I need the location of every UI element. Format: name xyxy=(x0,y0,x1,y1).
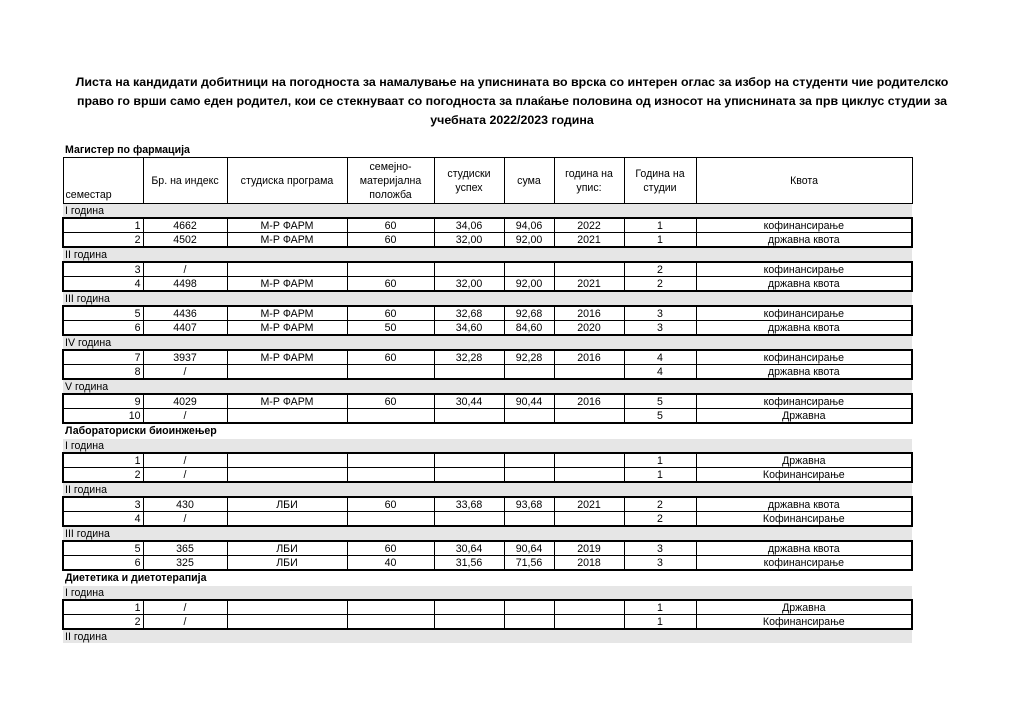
cell-sum: 90,64 xyxy=(504,541,554,556)
cell-success: 32,00 xyxy=(434,277,504,292)
cell-success: 30,44 xyxy=(434,394,504,409)
header-year: година на упис: xyxy=(554,158,624,204)
cell-program xyxy=(227,600,347,615)
table-row xyxy=(63,615,912,630)
cell-year: 2021 xyxy=(554,497,624,512)
table-row xyxy=(63,468,912,483)
table-row xyxy=(63,321,912,336)
cell-quota: Државна xyxy=(696,600,912,615)
cell-study-year: 3 xyxy=(624,306,696,321)
cell-family xyxy=(347,453,434,468)
cell-number: 8 xyxy=(63,365,143,380)
cell-quota: државна квота xyxy=(696,365,912,380)
cell-study-year: 1 xyxy=(624,233,696,248)
cell-index: 4029 xyxy=(143,394,227,409)
cell-family: 60 xyxy=(347,350,434,365)
cell-success: 32,68 xyxy=(434,306,504,321)
cell-family xyxy=(347,365,434,380)
cell-quota: кофинансирање xyxy=(696,556,912,571)
cell-program: М-Р ФАРМ xyxy=(227,321,347,336)
cell-family xyxy=(347,512,434,527)
cell-program: ЛБИ xyxy=(227,497,347,512)
table-header-row xyxy=(63,158,912,204)
cell-index: / xyxy=(143,365,227,380)
cell-year xyxy=(554,409,624,424)
cell-quota: кофинансирање xyxy=(696,306,912,321)
cell-family: 60 xyxy=(347,233,434,248)
cell-family: 60 xyxy=(347,497,434,512)
cell-study-year: 4 xyxy=(624,365,696,380)
header-sum: сума xyxy=(504,158,554,204)
header-success: студиски успех xyxy=(434,158,504,204)
cell-program: М-Р ФАРМ xyxy=(227,306,347,321)
cell-number: 10 xyxy=(63,409,143,424)
cell-number: 3 xyxy=(63,262,143,277)
cell-year: 2021 xyxy=(554,277,624,292)
table-row xyxy=(63,350,912,365)
cell-sum xyxy=(504,262,554,277)
year-label: III година xyxy=(63,291,912,306)
table-row xyxy=(63,365,912,380)
cell-number: 4 xyxy=(63,512,143,527)
year-group-heading xyxy=(63,439,912,454)
cell-success xyxy=(434,600,504,615)
cell-program xyxy=(227,262,347,277)
table-row xyxy=(63,262,912,277)
year-group-heading xyxy=(63,526,912,541)
section-name: Диететика и диетотерапија xyxy=(63,570,912,586)
cell-year xyxy=(554,262,624,277)
year-label: I година xyxy=(63,204,912,219)
cell-number: 1 xyxy=(63,600,143,615)
cell-quota: државна квота xyxy=(696,321,912,336)
year-label: II година xyxy=(63,482,912,497)
cell-study-year: 1 xyxy=(624,453,696,468)
cell-study-year: 4 xyxy=(624,350,696,365)
cell-success: 30,64 xyxy=(434,541,504,556)
table-row xyxy=(63,512,912,527)
cell-program xyxy=(227,512,347,527)
cell-year xyxy=(554,512,624,527)
section-heading xyxy=(63,143,912,158)
cell-quota: кофинансирање xyxy=(696,394,912,409)
cell-success xyxy=(434,615,504,630)
year-group-heading xyxy=(63,335,912,350)
table-row xyxy=(63,306,912,321)
cell-study-year: 5 xyxy=(624,394,696,409)
cell-family: 60 xyxy=(347,541,434,556)
cell-success xyxy=(434,453,504,468)
cell-program xyxy=(227,615,347,630)
cell-sum xyxy=(504,615,554,630)
cell-quota: државна квота xyxy=(696,233,912,248)
cell-family xyxy=(347,600,434,615)
table-row xyxy=(63,277,912,292)
cell-sum: 92,00 xyxy=(504,233,554,248)
cell-index: 4407 xyxy=(143,321,227,336)
cell-family xyxy=(347,262,434,277)
cell-study-year: 2 xyxy=(624,512,696,527)
cell-index: 4662 xyxy=(143,218,227,233)
cell-study-year: 3 xyxy=(624,541,696,556)
cell-index: / xyxy=(143,468,227,483)
year-label: II година xyxy=(63,629,912,643)
table-row xyxy=(63,218,912,233)
year-group-heading xyxy=(63,291,912,306)
cell-number: 2 xyxy=(63,233,143,248)
year-label: I година xyxy=(63,439,912,454)
table-row xyxy=(63,394,912,409)
year-group-heading xyxy=(63,247,912,262)
cell-quota: државна квота xyxy=(696,541,912,556)
cell-sum: 93,68 xyxy=(504,497,554,512)
year-label: V година xyxy=(63,379,912,394)
cell-program: М-Р ФАРМ xyxy=(227,277,347,292)
table-body xyxy=(63,143,912,643)
cell-year: 2020 xyxy=(554,321,624,336)
document-title: Листа на кандидати добитници на погодноста за намалување на уписнината во врска со интерен оглас за избор на студенти чие родителско право го врши само еден родител, кои се стекнуваат со погодноста за плаќање половина од износот на уписнината за прв циклус студии за учебната 2022/2023 година xyxy=(75,75,949,127)
cell-family: 60 xyxy=(347,394,434,409)
section-heading xyxy=(63,570,912,586)
cell-number: 6 xyxy=(63,321,143,336)
section-name: Магистер по фармација xyxy=(63,143,912,158)
cell-number: 5 xyxy=(63,306,143,321)
table-row xyxy=(63,453,912,468)
cell-program: М-Р ФАРМ xyxy=(227,233,347,248)
cell-quota: Државна xyxy=(696,453,912,468)
cell-number: 2 xyxy=(63,468,143,483)
cell-quota: кофинансирање xyxy=(696,350,912,365)
cell-index: / xyxy=(143,262,227,277)
cell-success xyxy=(434,468,504,483)
cell-program: ЛБИ xyxy=(227,541,347,556)
cell-index: 430 xyxy=(143,497,227,512)
cell-year xyxy=(554,453,624,468)
cell-year xyxy=(554,615,624,630)
table-row xyxy=(63,233,912,248)
cell-sum xyxy=(504,468,554,483)
cell-success: 31,56 xyxy=(434,556,504,571)
cell-success xyxy=(434,365,504,380)
year-group-heading xyxy=(63,482,912,497)
cell-index: 365 xyxy=(143,541,227,556)
cell-year: 2021 xyxy=(554,233,624,248)
cell-quota: кофинансирање xyxy=(696,218,912,233)
cell-study-year: 2 xyxy=(624,497,696,512)
cell-sum: 90,44 xyxy=(504,394,554,409)
cell-sum: 92,68 xyxy=(504,306,554,321)
cell-success xyxy=(434,262,504,277)
cell-quota: Кофинансирање xyxy=(696,512,912,527)
header-program: студиска програма xyxy=(227,158,347,204)
cell-sum xyxy=(504,409,554,424)
cell-index: / xyxy=(143,409,227,424)
cell-study-year: 1 xyxy=(624,600,696,615)
cell-sum: 92,28 xyxy=(504,350,554,365)
cell-sum xyxy=(504,600,554,615)
cell-study-year: 1 xyxy=(624,218,696,233)
header-family: семејно-материјална положба xyxy=(347,158,434,204)
cell-sum xyxy=(504,365,554,380)
candidates-table-wrapper xyxy=(62,143,911,643)
table-row xyxy=(63,556,912,571)
header-semester: семестар xyxy=(63,158,143,204)
year-label: II година xyxy=(63,247,912,262)
table-row xyxy=(63,497,912,512)
year-label: III година xyxy=(63,526,912,541)
cell-quota: Државна xyxy=(696,409,912,424)
cell-index: / xyxy=(143,453,227,468)
cell-program xyxy=(227,365,347,380)
cell-success xyxy=(434,409,504,424)
cell-program xyxy=(227,453,347,468)
year-label: I година xyxy=(63,586,912,601)
cell-number: 1 xyxy=(63,453,143,468)
cell-number: 1 xyxy=(63,218,143,233)
year-group-heading xyxy=(63,204,912,219)
cell-family: 60 xyxy=(347,277,434,292)
header-index: Бр. на индекс xyxy=(143,158,227,204)
cell-sum: 71,56 xyxy=(504,556,554,571)
year-label: IV година xyxy=(63,335,912,350)
cell-study-year: 3 xyxy=(624,556,696,571)
cell-family: 60 xyxy=(347,218,434,233)
cell-study-year: 3 xyxy=(624,321,696,336)
cell-year xyxy=(554,600,624,615)
cell-index: / xyxy=(143,512,227,527)
cell-quota: државна квота xyxy=(696,277,912,292)
header-quota: Квота xyxy=(696,158,912,204)
cell-sum: 94,06 xyxy=(504,218,554,233)
cell-sum xyxy=(504,512,554,527)
year-group-heading xyxy=(63,629,912,643)
header-study-year: Година на студии xyxy=(624,158,696,204)
cell-year: 2016 xyxy=(554,350,624,365)
cell-study-year: 2 xyxy=(624,262,696,277)
cell-family: 40 xyxy=(347,556,434,571)
cell-family xyxy=(347,615,434,630)
cell-success: 32,28 xyxy=(434,350,504,365)
cell-sum: 84,60 xyxy=(504,321,554,336)
cell-index: 4498 xyxy=(143,277,227,292)
cell-quota: државна квота xyxy=(696,497,912,512)
candidates-table xyxy=(62,143,913,643)
cell-sum xyxy=(504,453,554,468)
cell-year: 2016 xyxy=(554,394,624,409)
cell-quota: Кофинансирање xyxy=(696,468,912,483)
cell-success: 34,60 xyxy=(434,321,504,336)
cell-family xyxy=(347,468,434,483)
cell-family: 50 xyxy=(347,321,434,336)
year-group-heading xyxy=(63,379,912,394)
cell-success: 32,00 xyxy=(434,233,504,248)
cell-number: 7 xyxy=(63,350,143,365)
cell-program: М-Р ФАРМ xyxy=(227,218,347,233)
cell-family xyxy=(347,409,434,424)
cell-quota: кофинансирање xyxy=(696,262,912,277)
cell-number: 5 xyxy=(63,541,143,556)
cell-program: М-Р ФАРМ xyxy=(227,350,347,365)
cell-study-year: 1 xyxy=(624,468,696,483)
cell-success: 33,68 xyxy=(434,497,504,512)
cell-year: 2016 xyxy=(554,306,624,321)
cell-program xyxy=(227,468,347,483)
cell-number: 2 xyxy=(63,615,143,630)
cell-number: 6 xyxy=(63,556,143,571)
cell-index: 4436 xyxy=(143,306,227,321)
year-group-heading xyxy=(63,586,912,601)
cell-index: 325 xyxy=(143,556,227,571)
cell-index: 3937 xyxy=(143,350,227,365)
cell-year: 2019 xyxy=(554,541,624,556)
cell-index: 4502 xyxy=(143,233,227,248)
cell-program xyxy=(227,409,347,424)
cell-year xyxy=(554,468,624,483)
table-row xyxy=(63,600,912,615)
cell-number: 4 xyxy=(63,277,143,292)
cell-study-year: 5 xyxy=(624,409,696,424)
table-row xyxy=(63,541,912,556)
cell-family: 60 xyxy=(347,306,434,321)
cell-year: 2022 xyxy=(554,218,624,233)
cell-program: М-Р ФАРМ xyxy=(227,394,347,409)
section-heading xyxy=(63,423,912,439)
cell-number: 9 xyxy=(63,394,143,409)
cell-quota: Кофинансирање xyxy=(696,615,912,630)
cell-study-year: 1 xyxy=(624,615,696,630)
cell-study-year: 2 xyxy=(624,277,696,292)
section-name: Лабораториски биоинжењер xyxy=(63,423,912,439)
cell-program: ЛБИ xyxy=(227,556,347,571)
table-row xyxy=(63,409,912,424)
cell-success xyxy=(434,512,504,527)
cell-index: / xyxy=(143,615,227,630)
cell-sum: 92,00 xyxy=(504,277,554,292)
cell-success: 34,06 xyxy=(434,218,504,233)
cell-year: 2018 xyxy=(554,556,624,571)
cell-year xyxy=(554,365,624,380)
cell-number: 3 xyxy=(63,497,143,512)
cell-index: / xyxy=(143,600,227,615)
